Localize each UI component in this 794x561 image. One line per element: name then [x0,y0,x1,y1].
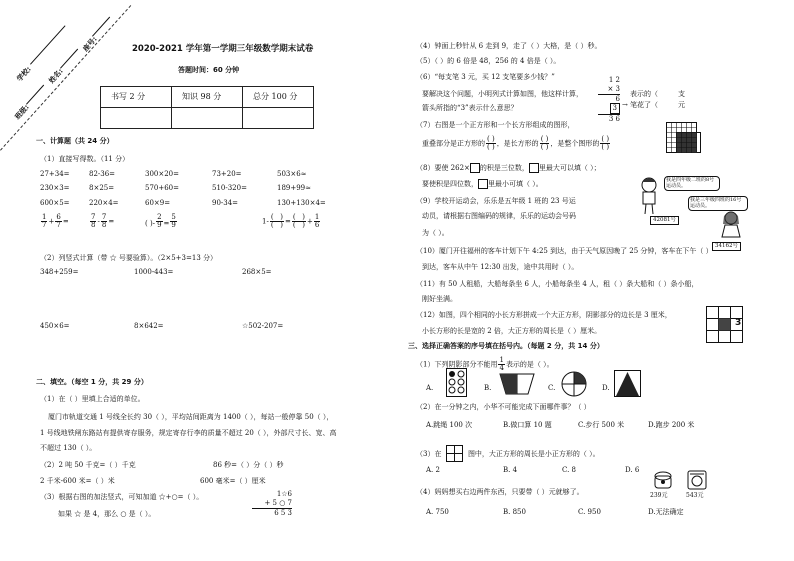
choice-3-option-c[interactable]: C. 8 [562,466,577,474]
speech-bubble-1: 我是四年级二班的8号运动员。 [664,176,720,191]
sum: 6 5 3 [274,508,292,517]
exam-time: 答题时间：60 分钟 [178,66,240,74]
score-writing: 书写 2 分 [101,87,172,108]
speech-bubble-2: 我是三年级四班的16号运动员。 [688,196,748,211]
question-2-1: （1）在（ ）里填上合适的单位。 [40,395,145,403]
question-2-11-line-2: 刚好坐满。 [422,295,457,303]
calc-item: 230×3= [40,184,70,192]
question-1-1: （1）直接写得数。（11 分） [40,155,130,163]
choice-2-option-a[interactable]: A.跳绳 100 次 [426,421,473,429]
calc-note-1: 表示的（ [630,90,658,98]
addend-2: + 5 ○ 7 [252,499,292,509]
question-2-6: （6）“每支笔 3 元，买 12 支笔要多少钱？” [416,73,555,81]
score-cell[interactable] [243,108,314,129]
choice-4-option-d[interactable]: D.无法确定 [648,508,684,516]
question-2-2c: 2 千米-600 米=（ ）米 [40,477,115,485]
calc-note-2: 笔花了（ [630,101,658,109]
exam-title: 2020-2021 学年第一学期三年级数学期末试卷 [132,44,314,54]
question-2-2b: 86 秒=（ ）分（ ）秒 [213,461,284,469]
question-2-9-line-2: 动员，请根据右图编码的规律，乐乐的运动会号码 [422,212,576,220]
price-tag-2: 543元 [686,492,704,499]
choice-1-option-a[interactable]: A. [426,384,434,392]
vertical-item: 268×5= [242,268,272,276]
grid-square-icon [446,445,464,463]
multiplication-figure [598,76,620,124]
calc-item: 189+99≈ [277,184,311,192]
calc-item: 73+20= [212,170,242,178]
name-label: 姓名: [47,67,65,86]
calc-close-2: 元 [678,101,685,109]
question-2-7: （7）右图是一个正方形和一个长方形组成的图形， [416,121,575,129]
triangle-icon [614,370,642,398]
question-2-1-line-2: 1 号线地铁闸东路站有提供寄存服务，规定寄存行李的质量不超过 20（ ），外部尺寸长、宽、高 [40,429,337,437]
rice-cooker-icon [652,470,674,490]
seat-label: 座号: [81,35,99,54]
fraction-item: ( )- $\frac{2}{9}$ = $\frac{5}{9}$ [145,213,176,229]
partial-2: 3 [610,103,620,114]
question-1-2: （2）列竖式计算（带 ☆ 号要验算）。（2×5+3=13 分） [40,254,217,262]
choice-1-option-b[interactable]: B. [484,384,492,392]
question-2-12: （12）如图，四个相同的小长方形拼成一个大正方形，阴影部分的边长是 3 厘米， [416,311,672,319]
question-2-8: （8）要使 262× 的积是三位数， 里最大可以填（ ）； [416,164,601,172]
question-2-10-line-2: 到达，客车从中午 12:30 出发，途中共用时（ ）。 [422,263,579,271]
section-1-title: 一、计算题（共 24 分） [36,137,114,145]
choice-4-option-b[interactable]: B. 850 [503,508,526,516]
choice-3-option-d[interactable]: D. 6 [625,466,640,474]
calc-item: 570+60= [145,184,179,192]
school-blank [30,25,66,64]
section-2-title: 二、填空。（每空 1 分，共 29 分） [36,378,148,386]
section-3-title: 三、选择正确答案的序号填在括号内。（每题 2 分，共 14 分） [408,342,604,350]
multiplicand: 1 2 [608,76,620,84]
price-tag-1: 239元 [650,492,668,499]
choice-1-option-c[interactable]: C. [548,384,556,392]
question-2-3: （3）根据右图的加法竖式，可知加道 ☆+○=（ ）。 [40,493,204,501]
arrow-icon: → [622,101,628,109]
choice-2-option-b[interactable]: B.做口算 10 题 [503,421,552,429]
score-cell[interactable] [101,108,172,129]
calc-item: 60×9= [145,199,171,207]
question-2-2d: 600 毫米=（ ）厘米 [200,477,266,485]
question-2-9: （9）学校开运动会，乐乐是五年级 1 班的 23 号运 [416,197,576,205]
vertical-item: 1000-443= [134,268,174,276]
square-figure [706,306,748,344]
calc-item: 130+130×4= [277,199,326,207]
score-total: 总分 100 分 [243,87,314,108]
circle-icon [560,370,588,398]
calc-item: 27+34= [40,170,70,178]
calc-item: 8×25= [89,184,115,192]
choice-4: （4）妈妈想买右边两件东西，只要带（ ）元就够了。 [416,488,584,496]
choice-2-option-d[interactable]: D.跑步 200 米 [648,421,695,429]
calc-close-1: 支 [678,90,685,98]
school-label: 学校: [15,65,33,84]
calc-item: 82-36= [89,170,116,178]
choice-3-option-a[interactable]: A. 2 [426,466,440,474]
calc-item: 90-34= [212,199,239,207]
vertical-item: 348+259= [40,268,79,276]
question-2-11: （11）有 50 人租船，大船每条坐 6 人，小船每条坐 4 人，租（ ）条大船和（ ）条小船， [416,280,699,288]
score-table [100,86,314,129]
question-2-6-line-2: 要解决这个问题，小明列式计算如图，他这样计算， [422,90,583,98]
blank-box[interactable] [529,163,539,173]
calc-item: 600×5= [40,199,70,207]
fraction-item: $\frac{1}{7}$ + $\frac{6}{7}$ = [42,213,69,229]
multiplier: × 3 [598,85,620,95]
product: 3 6 [598,114,620,124]
question-2-1-line-3: 不超过 130（ ）。 [40,444,97,452]
choice-3-option-b[interactable]: B. 4 [503,466,518,474]
question-2-2a: （2）2 吨 50 千克=（ ）千克 [40,461,136,469]
fraction-item: 1- $\frac{( )}{( )}$ = $\frac{( )}{( )}$ + $\frac{1}{6}$ [262,213,320,229]
question-2-7-line-2: 重叠部分是正方形的 $\frac{( )}{( )}$ ，是长方形的 $\frac{( )}{( )}$ ，是整个图形的 $\frac{( )}{( )}$ [422,135,610,151]
question-2-12-line-2: 小长方形的长是宽的 2 倍，大正方形的周长是（ ）厘米。 [422,327,602,335]
class-label: 班级: [13,103,31,122]
number-tag-1: 42081号 [650,216,679,225]
calc-item: 503×6≈ [277,170,307,178]
vertical-item: 8×642= [134,322,164,330]
vertical-item: 450×6= [40,322,70,330]
question-2-6-line-3: 箭头所指的“3”表示什么意思？ [422,104,518,112]
dots-grid-icon [446,368,468,398]
seat-blank [92,17,110,37]
vertical-item: ☆502-207= [242,322,284,330]
choice-1-option-d[interactable]: D. [602,384,610,392]
washer-icon [686,470,708,490]
calc-item: 220×4= [89,199,119,207]
partial-1: 6 [615,94,620,103]
choice-4-option-a[interactable]: A. 750 [426,508,449,516]
blank-box[interactable] [470,163,480,173]
calc-item: 510-320= [212,184,247,192]
score-knowledge: 知识 98 分 [172,87,243,108]
class-blank [26,85,44,105]
trapezoid-icon [496,372,538,396]
addition-vertical [252,490,292,517]
square-figure-label: 3 [735,318,742,328]
choice-2: （2）在一分钟之内，小华不可能完成下面哪件事？（ ） [416,403,591,411]
question-2-10: （10）厦门开往福州的客车计划下午 4:25 到达，由于天气原因晚了 25 分钟，客车在下午（ ） [416,247,713,255]
question-2-1-line-1: 厦门市轨道交通 1 号线全长约 30（ ），平均站间距离为 1400（ ），每站一般停靠 50（ ）， [48,413,334,421]
overlap-figure [666,122,702,156]
girl-icon [718,210,744,244]
blank-box[interactable] [478,179,488,189]
question-2-4: （4）钟面上秒针从 6 走到 9，走了（ ）大格，是（ ）秒。 [416,42,602,50]
question-2-3b: 如果 ☆ 是 4，那么 ○ 是（ ）。 [58,510,156,518]
question-2-9-line-3: 为（ ）。 [422,229,449,237]
score-cell[interactable] [172,108,243,129]
choice-1: （1）下列阴影部分不能用 $\frac{1}{4}$ 表示的是（ ）。 [416,356,554,372]
fraction-item: $\frac{7}{8}$ - $\frac{7}{8}$ = [91,213,115,229]
choice-4-option-c[interactable]: C. 950 [578,508,601,516]
addend-1: 1☆6 [276,490,292,498]
question-2-5: （5）（ ）的 6 倍是 48，256 的 4 倍是（ ）。 [416,57,561,65]
choice-2-option-c[interactable]: C.步行 500 米 [578,421,625,429]
choice-3: （3）在 图中，大正方形的周长是小正方形的（ ）。 [416,445,600,463]
number-tag-2: 34162号 [712,242,741,251]
boy-icon [636,176,662,216]
question-2-8-line-2: 要使积是四位数， 里最小可填（ ）。 [422,180,543,188]
calc-item: 300×20= [145,170,179,178]
